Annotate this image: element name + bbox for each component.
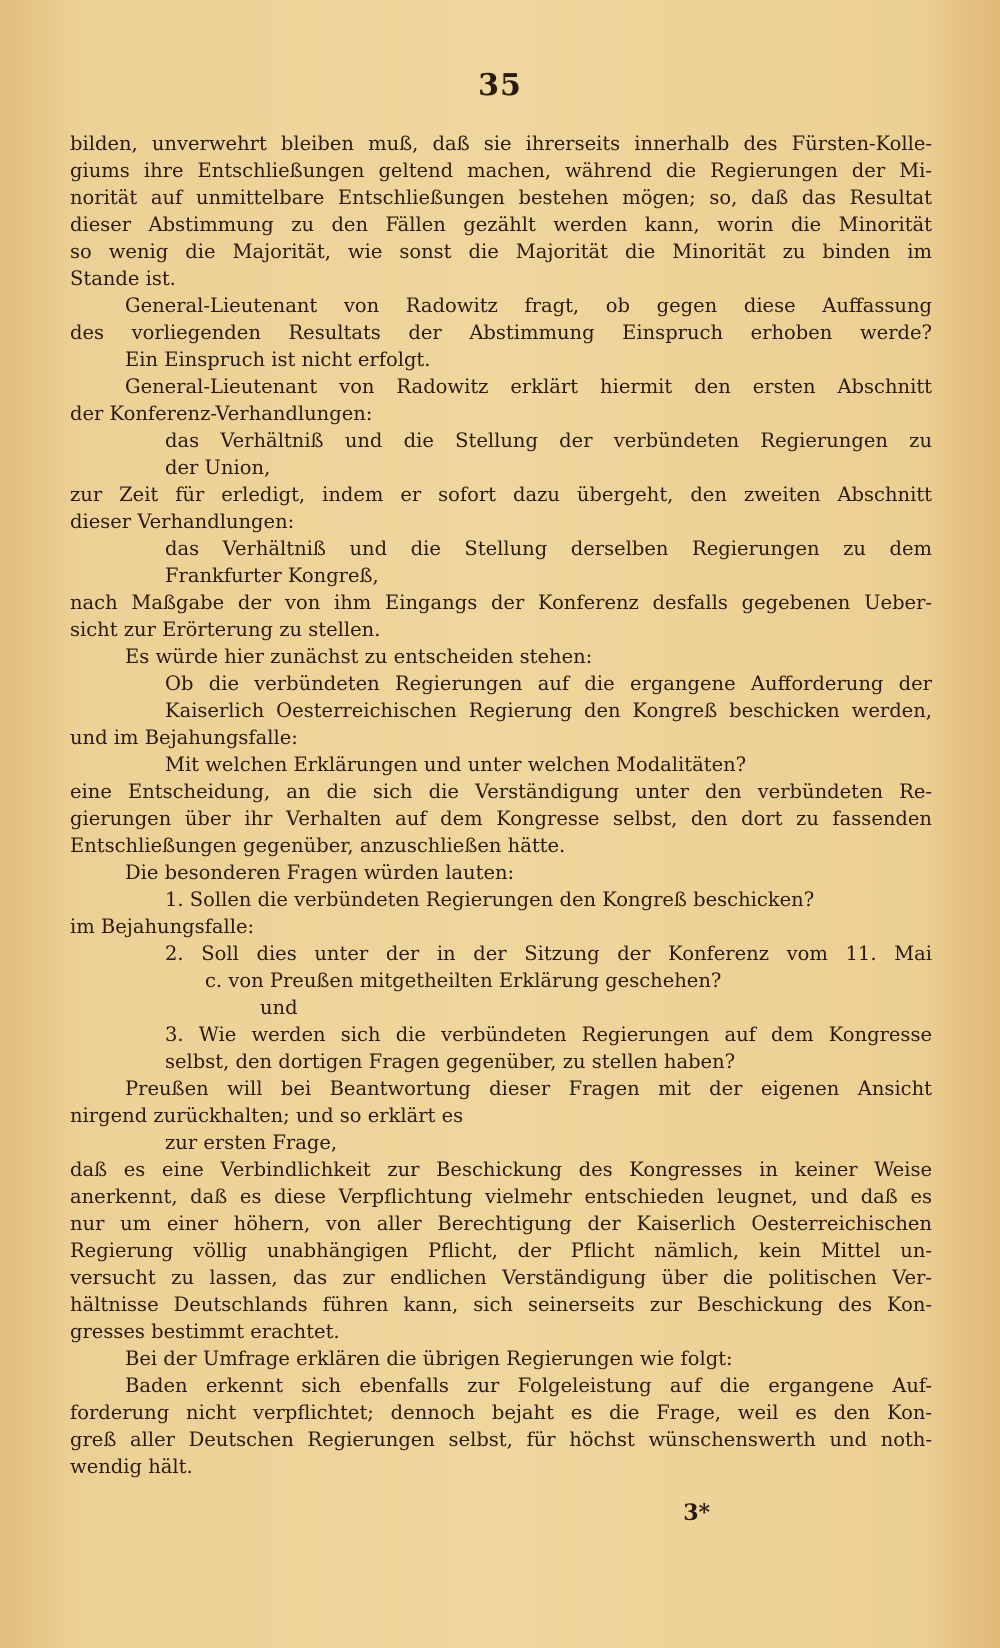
text-line: Kaiserlich Oesterreichischen Regierung den Kongreß beschicken werden, (165, 699, 932, 722)
text-line: General-Lieutenant von Radowitz erklärt hiermit den ersten Abschnitt (125, 375, 932, 398)
text-line: sicht zur Erörterung zu stellen. (70, 618, 381, 641)
text-line: Entschließungen gegenüber, anzuschließen hätte. (70, 834, 566, 857)
text-line: Regierung völlig unabhängigen Pflicht, der Pflicht nämlich, kein Mittel un- (70, 1239, 932, 1262)
text-line: daß es eine Verbindlichkeit zur Beschickung des Kongresses in keiner Weise (70, 1158, 932, 1181)
text-line: des vorliegenden Resultats der Abstimmung Einspruch erhoben werde? (70, 321, 932, 344)
text-line: wendig hält. (70, 1455, 193, 1478)
text-line: versucht zu lassen, das zur endlichen Verständigung über die politischen Ver- (70, 1266, 932, 1289)
text-line: gierungen über ihr Verhalten auf dem Kongresse selbst, den dort zu fassenden (70, 807, 932, 830)
text-line: dieser Abstimmung zu den Fällen gezählt werden kann, worin die Minorität (70, 213, 932, 236)
text-line: Stande ist. (70, 267, 176, 290)
text-line: selbst, den dortigen Fragen gegenüber, zu stellen haben? (165, 1050, 736, 1073)
text-line: bilden, unverwehrt bleiben muß, daß sie ihrerseits innerhalb des Fürsten-Kolle- (70, 132, 932, 155)
text-line: 3. Wie werden sich die verbündeten Regierungen auf dem Kongresse (165, 1023, 932, 1046)
text-line: so wenig die Majorität, wie sonst die Majorität die Minorität zu binden im (70, 240, 932, 263)
text-line: forderung nicht verpflichtet; dennoch bejaht es die Frage, weil es den Kon- (70, 1401, 932, 1424)
text-line: zur ersten Frage, (165, 1131, 338, 1154)
text-line: Ob die verbündeten Regierungen auf die ergangene Aufforderung der (165, 672, 932, 695)
text-line: der Konferenz-Verhandlungen: (70, 402, 373, 425)
text-line: nur um einer höhern, von aller Berechtigung der Kaiserlich Oesterreichischen (70, 1212, 932, 1235)
text-line: Frankfurter Kongreß, (165, 564, 379, 587)
text-line: gresses bestimmt erachtet. (70, 1320, 340, 1343)
text-line: dieser Verhandlungen: (70, 510, 295, 533)
text-line: Mit welchen Erklärungen und unter welchen Modalitäten? (165, 753, 747, 776)
text-line: 1. Sollen die verbündeten Regierungen den Kongreß beschicken? (165, 888, 815, 911)
text-line: hältnisse Deutschlands führen kann, sich seinerseits zur Beschickung des Kon- (70, 1293, 932, 1316)
text-line: norität auf unmittelbare Entschließungen bestehen mögen; so, daß das Resultat (70, 186, 932, 209)
text-line: und (260, 996, 298, 1019)
text-line: Die besonderen Fragen würden lauten: (125, 861, 515, 884)
text-line: c. von Preußen mitgetheilten Erklärung geschehen? (205, 969, 722, 992)
text-line: Preußen will bei Beantwortung dieser Fragen mit der eigenen Ansicht (125, 1077, 932, 1100)
text-line: das Verhältniß und die Stellung derselben Regierungen zu dem (165, 537, 932, 560)
text-line: anerkennt, daß es diese Verpflichtung vielmehr entschieden leugnet, und daß es (70, 1185, 932, 1208)
text-line: nirgend zurückhalten; und so erklärt es (70, 1104, 464, 1127)
body-text (70, 130, 932, 1480)
text-line: zur Zeit für erledigt, indem er sofort dazu übergeht, den zweiten Abschnitt (70, 483, 932, 506)
text-line: Es würde hier zunächst zu entscheiden stehen: (125, 645, 593, 668)
page-number: 35 (478, 68, 522, 103)
text-line: nach Maßgabe der von ihm Eingangs der Konferenz desfalls gegebenen Ueber- (70, 591, 932, 614)
text-line: und im Bejahungsfalle: (70, 726, 298, 749)
text-line: Bei der Umfrage erklären die übrigen Regierungen wie folgt: (125, 1347, 733, 1370)
text-line: im Bejahungsfalle: (70, 915, 255, 938)
text-line: der Union, (165, 456, 271, 479)
signature-mark: 3* (683, 1500, 710, 1526)
text-line: giums ihre Entschließungen geltend machen, während die Regierungen der Mi- (70, 159, 932, 182)
text-line: das Verhältniß und die Stellung der verbündeten Regierungen zu (165, 429, 932, 452)
text-line: Baden erkennt sich ebenfalls zur Folgeleistung auf die ergangene Auf- (125, 1374, 932, 1397)
text-line: 2. Soll dies unter der in der Sitzung der Konferenz vom 11. Mai (165, 942, 932, 965)
text-line: eine Entscheidung, an die sich die Verständigung unter den verbündeten Re- (70, 780, 932, 803)
text-line: General-Lieutenant von Radowitz fragt, ob gegen diese Auffassung (125, 294, 932, 317)
text-line: Ein Einspruch ist nicht erfolgt. (125, 348, 431, 371)
text-line: greß aller Deutschen Regierungen selbst, für höchst wünschenswerth und noth- (70, 1428, 932, 1451)
